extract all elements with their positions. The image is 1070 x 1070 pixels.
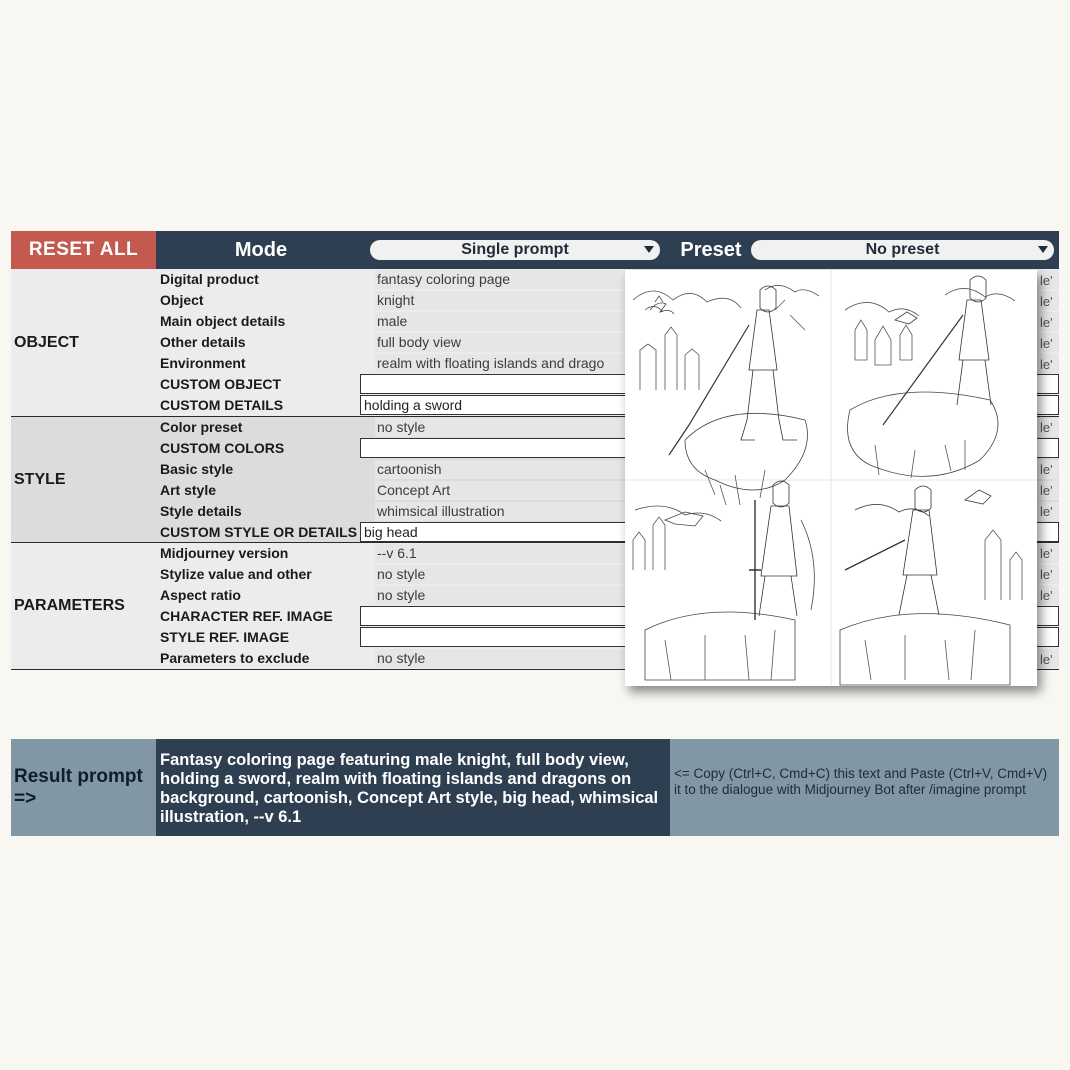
field-value: whimsical illustration [377,503,505,519]
preset-label: Preset [680,238,742,261]
field-value: full body view [377,334,462,350]
edge-text-fragment: le' [1040,315,1053,330]
preset-dropdown[interactable] [751,240,1054,260]
edge-text-fragment: le' [1040,504,1053,519]
field-label: CUSTOM STYLE OR DETAILS [160,524,358,540]
copy-instructions: <= Copy (Ctrl+C, Cmd+C) this text and Paste (Ctrl+V, Cmd+V) it to the dialogue with Midjourney Bot after /imagine prompt [670,739,1059,836]
preview-image [625,270,1037,686]
chevron-down-icon [1038,246,1048,253]
chevron-down-icon [644,246,654,253]
reset-all-button[interactable]: RESET ALL [11,231,156,269]
field-label: Art style [160,482,217,498]
section-label-object: OBJECT [14,333,79,351]
field-label: Color preset [160,419,243,435]
field-label: Aspect ratio [160,587,241,603]
field-label: Digital product [160,271,259,287]
field-label: Stylize value and other [160,566,312,582]
edge-text-fragment: le' [1040,294,1053,309]
field-label: CHARACTER REF. IMAGE [160,608,333,624]
field-value: cartoonish [377,461,442,477]
field-label: STYLE REF. IMAGE [160,629,290,645]
custom-details-input[interactable]: holding a sword [360,395,1059,415]
field-label: Other details [160,334,246,350]
field-label: Basic style [160,461,234,477]
result-prompt-text[interactable]: Fantasy coloring page featuring male knight, full body view, holding a sword, realm with floating islands and dragons on background, cartoonish, Concept Art style, big head, whimsical illustration, --v 6.1 [156,739,670,836]
field-value: knight [377,292,415,308]
field-label: Style details [160,503,242,519]
mode-dropdown[interactable] [370,240,660,260]
field-label: CUSTOM OBJECT [160,376,282,392]
custom-style-input[interactable]: big head [360,522,1059,542]
field-label: Environment [160,355,246,371]
knight-coloring-page-illustration [625,270,1037,686]
field-label: Parameters to exclude [160,650,310,666]
result-prompt-label: Result prompt => [11,739,156,836]
field-value: --v 6.1 [377,545,417,561]
field-label: Midjourney version [160,545,289,561]
field-value: realm with floating islands and drago [377,355,605,371]
edge-text-fragment: le' [1040,546,1053,561]
section-label-style: STYLE [14,471,66,488]
field-value: no style [377,650,426,666]
field-value: male [377,313,408,329]
edge-text-fragment: le' [1040,273,1053,288]
section-label-parameters: PARAMETERS [14,597,125,614]
field-value: Concept Art [377,482,451,498]
edge-text-fragment: le' [1040,357,1053,372]
edge-text-fragment: le' [1040,420,1053,435]
edge-text-fragment: le' [1040,588,1053,603]
preset-dropdown-value: No preset [865,241,940,258]
result-bar [11,739,1059,836]
mode-label: Mode [234,238,288,261]
field-label: Object [160,292,204,308]
edge-text-fragment: le' [1040,483,1053,498]
field-value: no style [377,419,426,435]
edge-text-fragment: le' [1040,336,1053,351]
header-bar [11,231,1059,269]
field-value: no style [377,587,426,603]
field-label: CUSTOM COLORS [160,440,285,456]
field-label: CUSTOM DETAILS [160,397,284,413]
field-value: fantasy coloring page [377,271,511,287]
field-label: Main object details [160,313,286,329]
edge-text-fragment: le' [1040,652,1053,667]
field-value: no style [377,566,426,582]
edge-text-fragment: le' [1040,567,1053,582]
mode-dropdown-value: Single prompt [461,241,569,258]
edge-text-fragment: le' [1040,462,1053,477]
